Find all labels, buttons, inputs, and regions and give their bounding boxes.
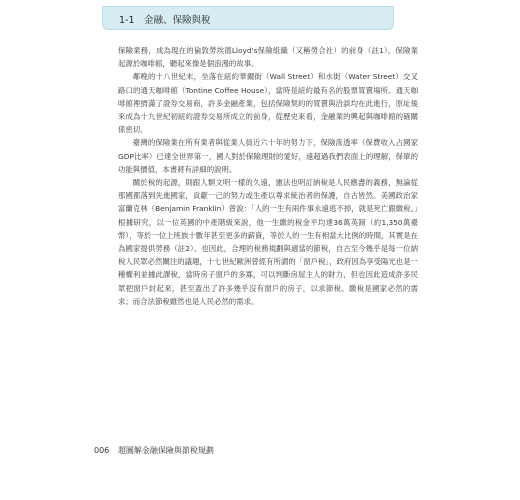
section-title: 1-1 金融、保險與稅 xyxy=(119,15,211,26)
page-number: 006 xyxy=(94,446,110,455)
book-title: 超圖解金融保險與節稅規劃 xyxy=(117,446,214,455)
paragraph: 關於稅的起源，則跟人類文明一樣的久遠，憲法也明訂納稅是人民應盡的義務，無論從那國都落到先進國家，貢獻一己的努力或生產以尊求統治者的保護，自古皆然。美國政治家富蘭克林（Benjamin Franklin）曾說：「人的一生有兩件事永遠逃不掉，就是死亡跟繳稅。」根據研究，以一位英國的中產階級來說，他一生繳的稅金平均達36萬英鎊（約1,350萬臺幣），等於一位上班族十數年甚至更多的薪資，等於人的一生有相當大比例的時間，其實是在為國家提供勞務（註2）。也因此，合理的稅務規劃與適當的節稅，自古至今幾乎是每一位納稅人民眾必然關注的議題，十七世紀歐洲曾經有所謂的「窗戶稅」，政府因為享受陽光也是一種權利並據此課稅，當時房子窗戶的多寡，可以判斷房屋主人的財力，但也因此造成許多民眾把窗戶封起來，甚至蓋出了許多幾乎沒有窗戶的房子，以求節稅。繳稅是國家必然的需求；而合法節稅雖然也是人民必然的需求。 xyxy=(118,178,418,306)
body-text xyxy=(118,44,418,308)
section-header-tab xyxy=(102,6,394,30)
paragraph: 臺灣的保險業在所有業者與從業人員近六十年的努力下，保險滲透率（保費收入占國家GDP比率）已達全世界第一，國人對於保險理財的愛好，遠超過我們表面上的理解，保單的功能與價值，本書將有詳細的說明。 xyxy=(118,138,418,174)
page-footer xyxy=(94,445,214,456)
paragraph: 鄰晚的十八世紀末，坐落在紐約華爾街（Wall Street）和水街（Water Street）交叉路口的通天咖啡館（Tontine Coffee House），當時是紐約最有名的股票買賣場所。通天咖啡館裡擠滿了證券交易商，許多金融產業，包括保險契約的買賣與洽談均在此進行，原址後來成為十九世紀初紐約證券交易所成立的前身，從歷史來看，金融業的興起與咖啡館的確關係密切。 xyxy=(118,72,418,135)
paragraph: 保險業務，成為現在的倫敦勞埃德Lloyd's保險組織（又稱勞合社）的前身（註1）。保險業起源於咖啡館，聽起來像是個浪漫的故事。 xyxy=(118,46,418,69)
